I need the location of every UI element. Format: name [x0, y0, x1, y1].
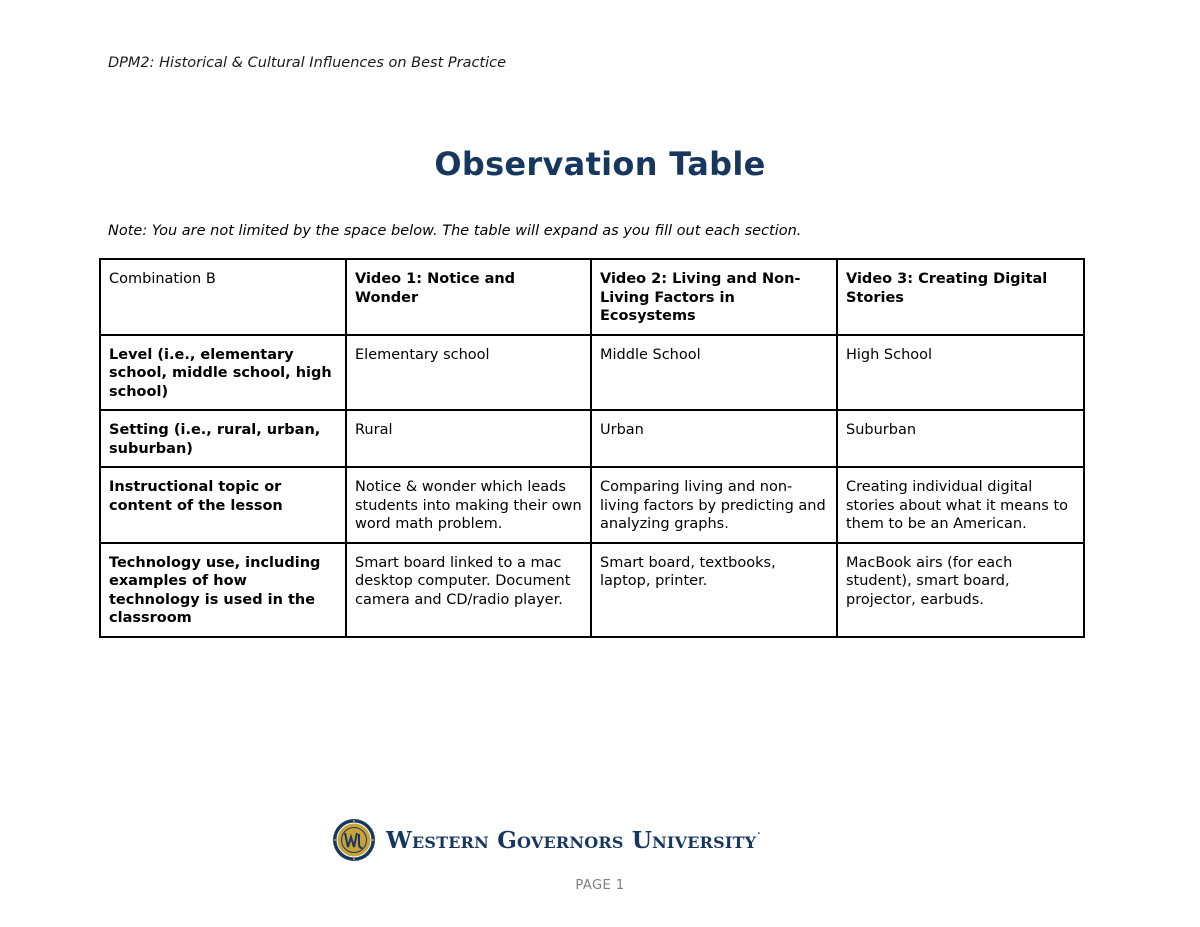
wgu-wordmark: Western Governors University.	[386, 826, 761, 854]
table-cell: Elementary school	[346, 335, 591, 411]
table-cell: High School	[837, 335, 1084, 411]
table-note: Note: You are not limited by the space below. The table will expand as you fill out each section.	[108, 223, 802, 239]
document-header: DPM2: Historical & Cultural Influences on Best Practice	[108, 55, 507, 71]
table-header-row	[100, 259, 1084, 335]
row-label-setting: Setting (i.e., rural, urban, suburban)	[100, 410, 346, 467]
header-cell-video-3: Video 3: Creating Digital Stories	[837, 259, 1084, 335]
row-label-topic: Instructional topic or content of the lesson	[100, 467, 346, 543]
table-cell: Smart board linked to a mac desktop computer. Document camera and CD/radio player.	[346, 543, 591, 637]
table-row	[100, 410, 1084, 467]
table-row	[100, 335, 1084, 411]
header-cell-video-2: Video 2: Living and Non-Living Factors in Ecosystems	[591, 259, 837, 335]
table-cell: Suburban	[837, 410, 1084, 467]
table-cell: Comparing living and non-living factors by predicting and analyzing graphs.	[591, 467, 837, 543]
header-cell-combination: Combination B	[100, 259, 346, 335]
row-label-technology: Technology use, including examples of how technology is used in the classroom	[100, 543, 346, 637]
wgu-seal-icon	[332, 818, 376, 862]
row-label-level: Level (i.e., elementary school, middle school, high school)	[100, 335, 346, 411]
table-cell: Notice & wonder which leads students into making their own word math problem.	[346, 467, 591, 543]
table-row	[100, 467, 1084, 543]
table-cell: Urban	[591, 410, 837, 467]
page-title: Observation Table	[434, 145, 766, 183]
table-cell: MacBook airs (for each student), smart board, projector, earbuds.	[837, 543, 1084, 637]
table-cell: Creating individual digital stories about what it means to them to be an American.	[837, 467, 1084, 543]
table-cell: Rural	[346, 410, 591, 467]
table-cell: Middle School	[591, 335, 837, 411]
page-number: PAGE 1	[575, 878, 625, 893]
observation-table	[99, 258, 1085, 638]
header-cell-video-1: Video 1: Notice and Wonder	[346, 259, 591, 335]
table-row	[100, 543, 1084, 637]
wgu-logo	[332, 816, 761, 864]
table-cell: Smart board, textbooks, laptop, printer.	[591, 543, 837, 637]
